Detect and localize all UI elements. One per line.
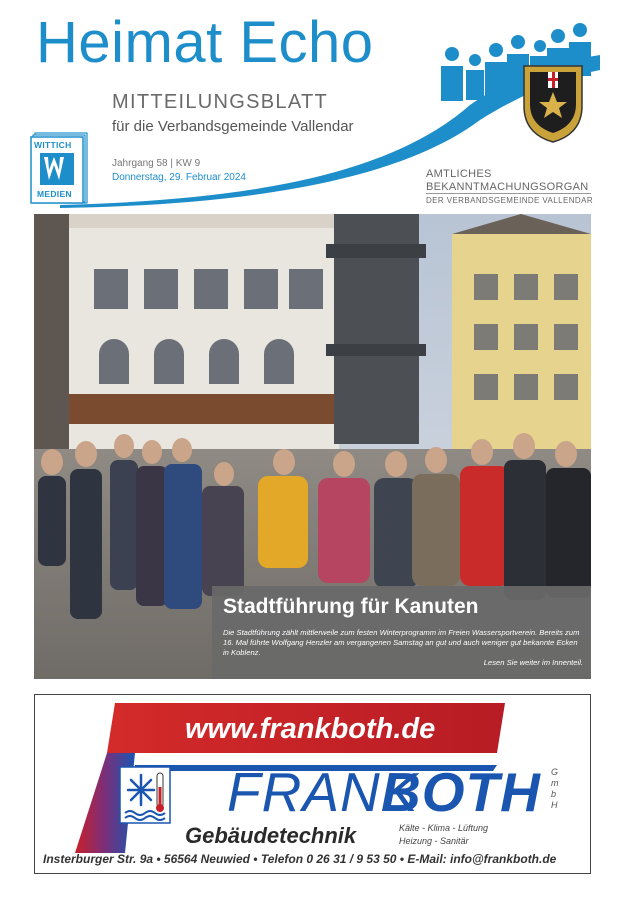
official-organ-label <box>426 168 588 194</box>
masthead-subtitle-region: für die Verbandsgemeinde Vallendar <box>112 118 354 135</box>
feature-photo <box>34 214 591 679</box>
masthead-subtitle: MITTEILUNGSBLATT <box>112 91 329 113</box>
ad-services-line-1: Kälte - Klima - Lüftung <box>399 823 489 833</box>
ad-legal-form-letter: b <box>551 789 557 799</box>
snowflake-thermometer-icon <box>120 767 170 823</box>
advertisement <box>34 694 591 874</box>
official-divider <box>426 193 591 194</box>
ad-contact-address: Insterburger Str. 9a • 56564 Neuwied • Telefon 0 26 31 / 9 53 50 • E-Mail: info@frankboth.de <box>43 852 557 866</box>
issue-number: Jahrgang 58 | KW 9 <box>112 158 201 169</box>
ad-legal-form-letter: m <box>551 778 559 788</box>
official-line-3: DER VERBANDSGEMEINDE VALLENDAR <box>426 196 593 205</box>
feature-headline: Stadtführung für Kanuten <box>223 595 479 618</box>
ad-brand-name-part1: FRANK <box>227 761 419 823</box>
coat-of-arms-icon <box>524 66 582 142</box>
feature-caption <box>212 586 591 679</box>
publisher-logo-bottom: MEDIEN <box>37 189 72 199</box>
official-line-1: AMTLICHES <box>426 168 492 180</box>
ad-services-line-2: Heizung - Sanitär <box>399 836 469 846</box>
ad-legal-form-letter: G <box>551 767 559 777</box>
ad-legal-form <box>551 767 559 811</box>
official-line-2: BEKANNTMACHUNGSORGAN <box>426 181 589 193</box>
feature-continue-link[interactable]: Lesen Sie weiter im Innenteil. <box>483 658 583 667</box>
ad-legal-form-letter: H <box>551 800 558 810</box>
ad-brand-name-part2: BOTH <box>381 761 541 823</box>
issue-date: Donnerstag, 29. Februar 2024 <box>112 172 246 183</box>
masthead-title: Heimat Echo <box>36 10 374 75</box>
feature-text: Die Stadtführung zählt mittlerweile zum festen Winterprogramm im Freien Wassersportverein. Bereits zum 16. Mal führte Wolfgang Henzler am vergangenen Samstag an gut und auch weniger gut bekannte Ecken in Koblenz. <box>223 628 580 657</box>
ad-website-link[interactable]: www.frankboth.de <box>185 713 436 745</box>
publisher-logo <box>30 132 88 204</box>
publisher-logo-top: WITTICH <box>34 140 72 150</box>
ad-tagline: Gebäudetechnik <box>185 823 357 848</box>
